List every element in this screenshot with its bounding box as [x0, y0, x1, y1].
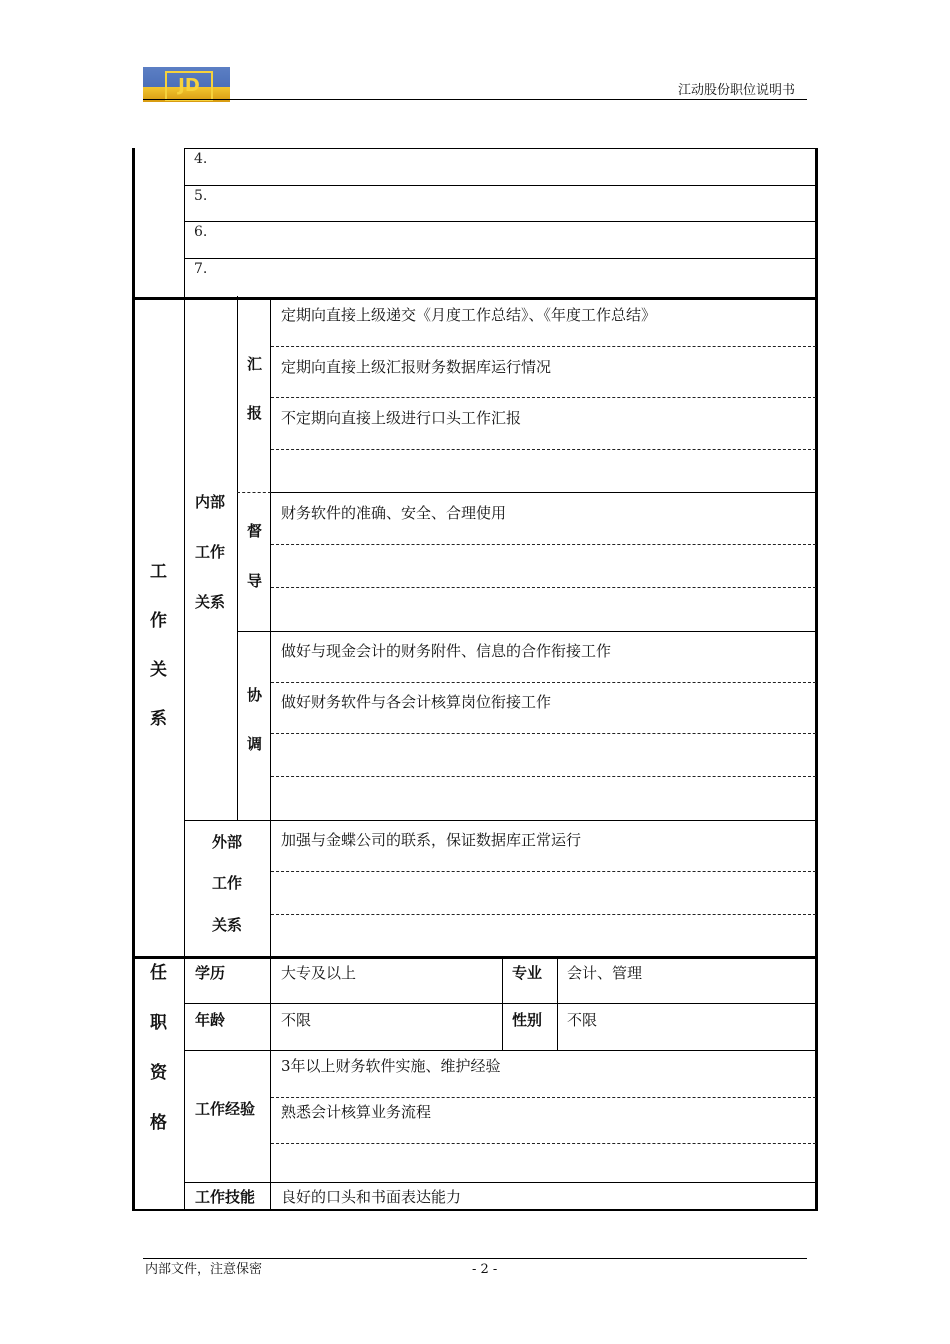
list-item: 4. [194, 151, 208, 167]
gender-value: 不限 [567, 1011, 598, 1029]
gender-label: 性别 [512, 1011, 543, 1029]
education-value: 大专及以上 [281, 964, 357, 982]
external-label-3: 关系 [212, 916, 243, 934]
experience-label: 工作经验 [195, 1100, 256, 1118]
skills-value: 良好的口头和书面表达能力 [281, 1188, 462, 1206]
coordinate-item: 做好财务软件与各会计核算岗位衔接工作 [281, 693, 552, 711]
education-label: 学历 [195, 964, 226, 982]
report-item: 定期向直接上级递交《月度工作总结》、《年度工作总结》 [281, 306, 657, 324]
report-item: 不定期向直接上级进行口头工作汇报 [281, 409, 522, 427]
footer-note: 内部文件，注意保密 [145, 1262, 263, 1277]
coordinate-label-2: 调 [247, 735, 263, 753]
qualifications-title-2: 职 [150, 1013, 167, 1033]
major-value: 会计、管理 [567, 964, 643, 982]
header-rule [143, 99, 807, 100]
external-label-1: 外部 [212, 833, 243, 851]
experience-item: 3年以上财务软件实施、维护经验 [281, 1057, 501, 1075]
table-left-border [132, 148, 135, 1210]
coordinate-item: 做好与现金会计的财务附件、信息的合作衔接工作 [281, 642, 612, 660]
age-value: 不限 [281, 1011, 312, 1029]
list-item: 7. [194, 261, 208, 277]
supervise-label-1: 督 [247, 522, 263, 540]
external-label-2: 工作 [212, 874, 243, 892]
page-number: - 2 - [472, 1262, 498, 1277]
work-relations-title-3: 关 [150, 660, 167, 680]
section-divider [132, 956, 818, 959]
internal-label-2: 工作 [195, 543, 226, 561]
list-item: 5. [194, 188, 208, 204]
supervise-label-2: 导 [247, 572, 263, 590]
header-title: 江动股份职位说明书 [678, 83, 796, 98]
report-item: 定期向直接上级汇报财务数据库运行情况 [281, 358, 552, 376]
external-item: 加强与金蝶公司的联系，保证数据库正常运行 [281, 831, 582, 849]
qualifications-title-4: 格 [150, 1113, 167, 1133]
supervise-item: 财务软件的准确、安全、合理使用 [281, 504, 507, 522]
footer-rule [143, 1258, 807, 1259]
logo-text: JD [165, 71, 213, 101]
section-divider [132, 297, 818, 300]
work-relations-title-4: 系 [150, 709, 167, 729]
list-item: 6. [194, 224, 208, 240]
skills-label: 工作技能 [195, 1188, 256, 1206]
work-relations-title-2: 作 [150, 611, 167, 631]
qualifications-title-1: 任 [150, 963, 167, 983]
report-label-2: 报 [247, 404, 263, 422]
company-logo [143, 67, 230, 102]
work-relations-title-1: 工 [150, 562, 167, 582]
internal-label-1: 内部 [195, 493, 226, 511]
major-label: 专业 [512, 964, 543, 982]
experience-item: 熟悉会计核算业务流程 [281, 1103, 432, 1121]
report-label-1: 汇 [247, 355, 263, 373]
coordinate-label-1: 协 [247, 686, 263, 704]
internal-label-3: 关系 [195, 593, 226, 611]
age-label: 年龄 [195, 1011, 226, 1029]
qualifications-title-3: 资 [150, 1063, 167, 1083]
